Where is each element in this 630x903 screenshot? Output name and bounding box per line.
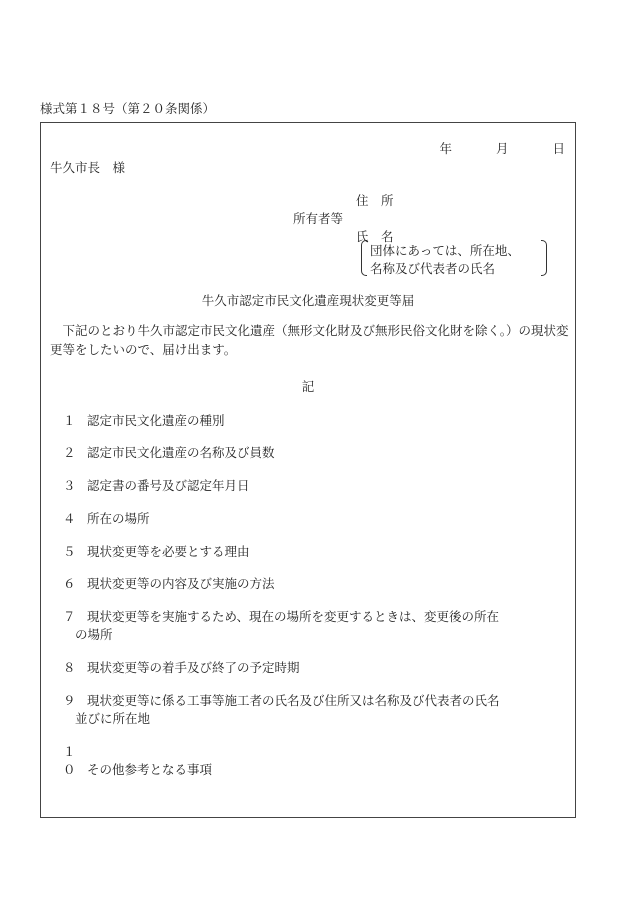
list-item <box>63 444 573 462</box>
item-text: 所在の場所 <box>87 511 150 526</box>
item-text: 現状変更等の着手及び終了の予定時期 <box>87 660 300 675</box>
list-item <box>63 608 573 644</box>
list-item <box>63 543 573 561</box>
item-text: その他参考となる事項 <box>87 762 213 777</box>
address-label: 住 所 <box>356 193 394 208</box>
item-text-continuation: の場所 <box>75 627 113 642</box>
item-text: 認定書の番号及び認定年月日 <box>87 478 250 493</box>
addressee: 牛久市長 様 <box>50 160 126 175</box>
item-number: １ <box>63 413 76 428</box>
body-text: 下記のとおり牛久市認定市民文化遺産（無形文化財及び無形民俗文化財を除く。）の現状変更等をしたいので、届け出ます。 <box>50 323 569 357</box>
item-text-continuation: 並びに所在地 <box>75 711 151 726</box>
list-item <box>63 692 573 728</box>
date-day: 日 <box>552 141 565 156</box>
date-month: 月 <box>496 141 509 156</box>
note-line-2: 名称及び代表者の氏名 <box>370 261 496 276</box>
list-item <box>63 575 573 593</box>
owner-label: 所有者等 <box>293 211 344 226</box>
date-line <box>440 139 565 157</box>
list-item <box>63 510 573 528</box>
item-number: ４ <box>63 511 76 526</box>
form-number: 様式第１８号（第２０条関係） <box>40 101 216 116</box>
item-number: ６ <box>63 576 76 591</box>
note-line-1: 団体にあっては、所在地、 <box>370 243 520 258</box>
item-number: ５ <box>63 544 76 559</box>
date-year: 年 <box>439 141 453 156</box>
body-paragraph <box>50 321 570 359</box>
item-text: 認定市民文化遺産の種別 <box>87 413 225 428</box>
item-number: ７ <box>63 609 76 624</box>
item-text: 現状変更等を必要とする理由 <box>87 544 250 559</box>
form-frame <box>40 122 576 818</box>
item-text: 現状変更等を実施するため、現在の場所を変更するときは、変更後の所在 <box>87 609 500 624</box>
item-number: ９ <box>63 693 76 708</box>
organization-note <box>361 240 547 276</box>
list-item <box>63 477 573 495</box>
item-text: 現状変更等に係る工事等施工者の氏名及び住所又は名称及び代表者の氏名 <box>87 693 500 708</box>
ki-heading: 記 <box>301 379 315 394</box>
left-bracket <box>361 240 367 276</box>
item-number: ２ <box>63 445 76 460</box>
right-bracket <box>541 240 547 276</box>
document-title: 牛久市認定市民文化遺産現状変更等届 <box>201 293 415 308</box>
list-item <box>63 743 573 779</box>
list-item <box>63 412 573 430</box>
name-label: 氏 名 <box>356 229 394 244</box>
item-text: 現状変更等の内容及び実施の方法 <box>87 576 275 591</box>
item-number: １０ <box>63 744 76 777</box>
item-number: ３ <box>63 478 76 493</box>
list-item <box>63 659 573 677</box>
item-text: 認定市民文化遺産の名称及び員数 <box>87 445 275 460</box>
item-number: ８ <box>63 660 76 675</box>
